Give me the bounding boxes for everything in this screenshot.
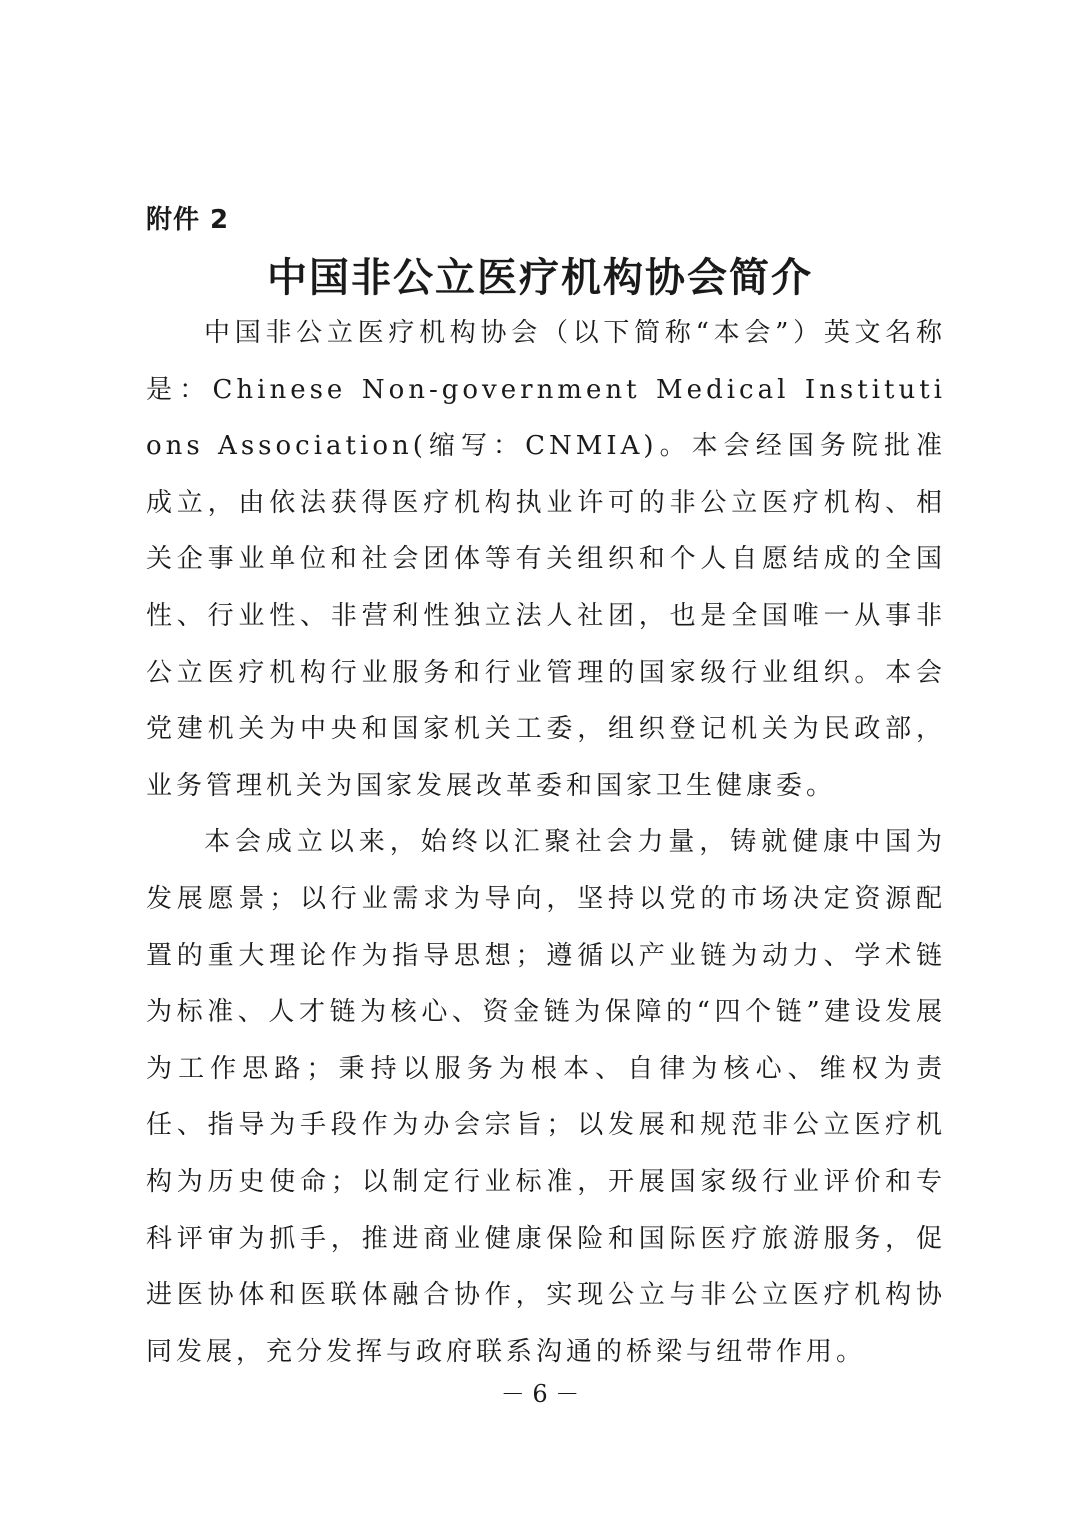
body-text — [146, 305, 946, 1380]
attachment-label: 附件 2 — [146, 205, 230, 235]
page-number: － 6 － — [500, 1380, 580, 1408]
paragraph-introduction: 中国非公立医疗机构协会（以下简称“本会”）英文名称是：Chinese Non-government Medical Institutions Association(缩写：CNMIA)。本会经国务院批准成立，由依法获得医疗机构执业许可的非公立医疗机构、相关企事业单位和社会团体等有关组织和个人自愿结成的全国性、行业性、非营利性独立法人社团，也是全国唯一从事非公立医疗机构行业服务和行业管理的国家级行业组织。本会党建机关为中央和国家机关工委，组织登记机关为民政部，业务管理机关为国家发展改革委和国家卫生健康委。 — [146, 318, 946, 801]
document-title: 中国非公立医疗机构协会简介 — [267, 255, 813, 301]
paragraph-mission: 本会成立以来，始终以汇聚社会力量，铸就健康中国为发展愿景；以行业需求为导向，坚持以党的市场决定资源配置的重大理论作为指导思想；遵循以产业链为动力、学术链为标准、人才链为核心、资金链为保障的“四个链”建设发展为工作思路；秉持以服务为根本、自律为核心、维权为责任、指导为手段作为办会宗旨；以发展和规范非公立医疗机构为历史使命；以制定行业标准，开展国家级行业评价和专科评审为抓手，推进商业健康保险和国际医疗旅游服务，促进医协体和医联体融合协作，实现公立与非公立医疗机构协同发展，充分发挥与政府联系沟通的桥梁与纽带作用。 — [146, 827, 946, 1367]
